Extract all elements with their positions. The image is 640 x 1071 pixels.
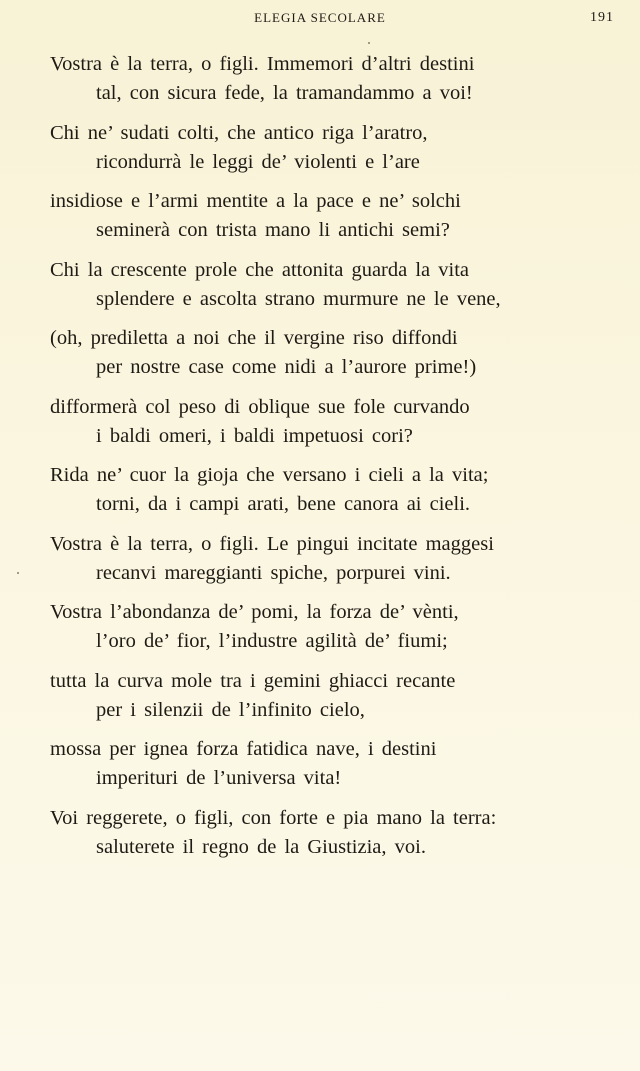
verse-line: mossa per ignea forza fatidica nave, i destini	[50, 738, 437, 760]
verse-line-indented: l’oro de’ fior, l’industre agilità de’ fiumi;	[96, 630, 448, 652]
verse-line: Voi reggerete, o figli, con forte e pia mano la terra:	[50, 806, 497, 829]
verse-line: Vostra l’abondanza de’ pomi, la forza de’ vènti,	[50, 601, 459, 623]
verse-line-indented: per nostre case come nidi a l’aurore prime!)	[96, 356, 477, 378]
stanza	[50, 50, 630, 114]
stanza	[50, 256, 630, 320]
verse-line-indented: per i silenzii de l’infinito cielo,	[96, 698, 365, 721]
verse-line-indented: splendere e ascolta strano murmure ne le vene,	[96, 287, 501, 310]
stanza	[50, 735, 630, 799]
stanza	[50, 324, 630, 388]
verse-line-indented: tal, con sicura fede, la tramandammo a voi!	[96, 82, 473, 104]
stanza	[50, 119, 630, 183]
stanza	[50, 393, 630, 457]
verse-line-indented: seminerà con trista mano li antichi semi?	[96, 219, 450, 241]
verse-line-indented: imperituri de l’universa vita!	[96, 767, 342, 789]
verse-line-indented: ricondurrà le leggi de’ violenti e l’are	[96, 150, 420, 173]
stanza	[50, 667, 630, 731]
stanza	[50, 187, 630, 251]
stanza	[50, 461, 630, 525]
stanza	[50, 530, 630, 594]
verse-line-indented: saluterete il regno de la Giustizia, voi.	[96, 835, 426, 858]
page-number: 191	[590, 10, 614, 25]
stanza	[50, 598, 630, 662]
verse-line-indented: recanvi mareggianti spiche, porpurei vini.	[96, 561, 451, 584]
stanza	[50, 804, 630, 868]
verse-line: Chi la crescente prole che attonita guarda la vita	[50, 258, 470, 281]
paper-speck	[17, 572, 19, 574]
verse-line-indented: i baldi omeri, i baldi impetuosi cori?	[96, 424, 413, 447]
verse-line: difformerà col peso di oblique sue fole curvando	[50, 395, 470, 418]
verse-line-indented: torni, da i campi arati, bene canora ai cieli.	[96, 493, 471, 515]
running-head	[0, 10, 640, 28]
verse-line: Vostra è la terra, o figli. Immemori d’altri destini	[50, 53, 475, 75]
verse-line: Vostra è la terra, o figli. Le pingui incitate maggesi	[50, 532, 494, 555]
verse-line: Rida ne’ cuor la gioja che versano i cieli a la vita;	[50, 464, 489, 486]
paper-speck	[368, 42, 370, 44]
verse-line: insidiose e l’armi mentite a la pace e ne’ solchi	[50, 190, 461, 212]
verse-line: Chi ne’ sudati colti, che antico riga l’aratro,	[50, 121, 428, 144]
poem-body	[50, 50, 630, 872]
verse-line: (oh, prediletta a noi che il vergine riso diffondi	[50, 327, 458, 349]
verse-line: tutta la curva mole tra i gemini ghiacci recante	[50, 669, 456, 692]
running-title: ELEGIA SECOLARE	[254, 10, 386, 25]
